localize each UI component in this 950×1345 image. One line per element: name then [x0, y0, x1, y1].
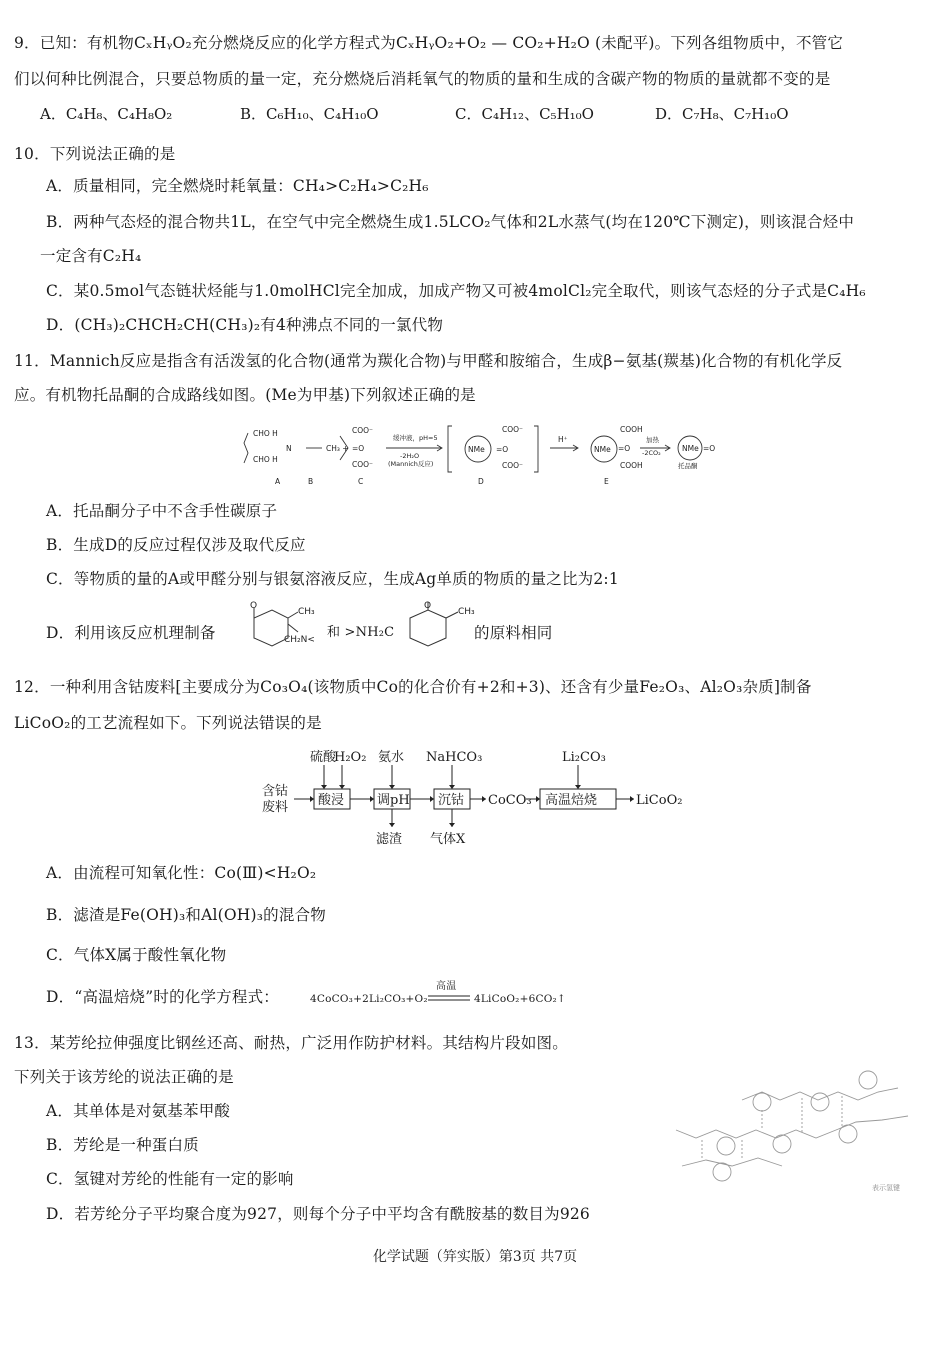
q11-stem-line1: 11．Mannich反应是指含有活泼氢的化合物(通常为羰化合物)与甲醛和胺缩合，生成β−氨基(羰基)化合物的有机化学反 — [14, 352, 843, 370]
q12-option-d-eq-right: 4LiCoO₂+6CO₂↑ — [474, 993, 566, 1005]
page-footer: 化学试题（笄实版）第3页 共7页 — [372, 1249, 578, 1265]
q12-flow-start-2: 废料 — [262, 800, 289, 815]
q11-cond3-bot: -2CO₂ — [642, 449, 661, 457]
q11-label-d: D — [478, 477, 484, 486]
q12-flow-intermediate: CoCO₃ — [488, 793, 532, 808]
q10-option-d: D．(CH₃)₂CHCH₂CH(CH₃)₂有4种沸点不同的一氯代物 — [46, 316, 444, 334]
svg-text:NMe: NMe — [594, 445, 611, 454]
q12-option-d-prefix: D．“高温焙烧”时的化学方程式： — [46, 988, 279, 1006]
q11-option-c: C．等物质的量的A或甲醛分别与银氨溶液反应，生成Ag单质的物质的量之比为2:1 — [46, 570, 619, 588]
q11-option-d-prefix: D．利用该反应机理制备 — [46, 624, 216, 642]
q11-cond1-top: 缓冲液，pH=5 — [393, 434, 438, 442]
svg-text:NMe: NMe — [468, 445, 485, 454]
q12-flow-step-2: 调pH — [377, 793, 410, 808]
q12-flow-reagent-1: 硫酸 — [310, 750, 337, 765]
q9-options — [40, 103, 930, 124]
q12-flow-step-4: 高温焙烧 — [545, 793, 598, 808]
q11-d-sub3: CH₃ — [458, 607, 475, 617]
q12-flow-reagent-4: NaHCO₃ — [426, 750, 483, 765]
q11-label-b: B — [308, 477, 314, 486]
q13-stem-line2: 下列关于该芳纶的说法正确的是 — [14, 1068, 234, 1086]
q12-flow-step-1: 酸浸 — [318, 793, 345, 808]
q12-option-c: C．气体X属于酸性氧化物 — [46, 946, 227, 964]
q11-product-name: 托品酮 — [678, 462, 698, 470]
q12-option-d-equals-sign — [428, 994, 470, 1002]
svg-text:=O: =O — [618, 444, 631, 453]
q13-option-a: A．其单体是对氨基苯甲酸 — [46, 1102, 231, 1120]
q13-aramid-structure — [662, 1040, 922, 1200]
q12-flow-output-1: 滤渣 — [376, 832, 403, 847]
q11-cond1-bot: (Mannich反应) — [388, 460, 434, 468]
svg-text:=O: =O — [496, 445, 509, 454]
svg-text:CH₃ +: CH₃ + — [326, 444, 349, 453]
q13-option-d: D．若芳纶分子平均聚合度为927，则每个分子中平均含有酰胺基的数目为926 — [46, 1205, 590, 1223]
q10-option-b-line1: B．两种气态烃的混合物共1L，在空气中完全燃烧生成1.5LCO₂气体和2L水蒸气(均在120℃下测定)，则该混合烃中 — [46, 213, 855, 231]
q11-option-a: A．托品酮分子中不含手性碳原子 — [46, 502, 278, 520]
svg-text:COO⁻: COO⁻ — [502, 461, 524, 470]
q11-reaction-scheme — [238, 418, 718, 490]
svg-text:N: N — [286, 444, 292, 453]
q12-flow-reagent-5: Li₂CO₃ — [562, 750, 606, 765]
q9-option-a: A．C₄H₈、C₄H₈O₂ — [40, 105, 173, 123]
q11-option-d-suffix: 的原料相同 — [474, 624, 553, 642]
q11-option-b: B．生成D的反应过程仅涉及取代反应 — [46, 536, 306, 554]
q11-d-sub1: CH₃ — [298, 607, 315, 617]
svg-text:=O: =O — [352, 444, 365, 453]
svg-text:CHO H: CHO H — [253, 429, 278, 438]
q11-label-a: A — [275, 477, 281, 486]
svg-text:NMe: NMe — [682, 444, 699, 453]
q12-option-d-eq-left: 4CoCO₃+2Li₂CO₃+O₂ — [310, 993, 428, 1005]
q13-option-c: C．氢键对芳纶的性能有一定的影响 — [46, 1170, 294, 1188]
q11-option-d-structure-2 — [400, 600, 480, 660]
q12-process-flow — [258, 745, 708, 851]
q13-fig-note: 表示氢键 — [872, 1184, 900, 1192]
q11-cond2: H⁺ — [558, 435, 568, 444]
q13-stem-line1: 13．某芳纶拉伸强度比钢丝还高、耐热，广泛用作防护材料。其结构片段如图。 — [14, 1034, 568, 1052]
q11-option-d-structure-1 — [232, 600, 332, 660]
q9-option-d: D．C₇H₈、C₇H₁₀O — [655, 105, 789, 123]
q10-option-a: A．质量相同，完全燃烧时耗氧量：CH₄>C₂H₄>C₂H₆ — [46, 177, 429, 195]
q12-flow-reagent-3: 氨水 — [378, 750, 405, 765]
q12-option-b: B．滤渣是Fe(OH)₃和Al(OH)₃的混合物 — [46, 906, 326, 924]
q11-label-c: C — [358, 477, 364, 486]
q10-stem: 10．下列说法正确的是 — [14, 145, 176, 163]
svg-text:=O: =O — [703, 444, 716, 453]
svg-text:O: O — [250, 601, 258, 611]
q11-cond3-top: 加热 — [646, 436, 659, 444]
svg-text:COOH: COOH — [620, 461, 643, 470]
q12-flow-reagent-2: H₂O₂ — [334, 750, 367, 765]
q12-flow-product: LiCoO₂ — [636, 793, 683, 808]
q9-stem-line2: 们以何种比例混合，只要总物质的量一定，充分燃烧后消耗氧气的物质的量和生成的含碳产物的物质的量就都不变的是 — [14, 70, 831, 88]
svg-text:COOH: COOH — [620, 425, 643, 434]
q12-flow-start-1: 含钴 — [262, 784, 289, 799]
q9-stem-line1: 9．已知：有机物CₓHᵧO₂充分燃烧反应的化学方程式为CₓHᵧO₂+O₂ — CO₂+H₂O (未配平)。下列各组物质中，不管它 — [14, 34, 844, 52]
svg-text:COO⁻: COO⁻ — [352, 460, 374, 469]
q11-option-d-mid: 和 >NH₂C — [327, 625, 395, 640]
q12-option-a: A．由流程可知氧化性：Co(Ⅲ)<H₂O₂ — [46, 864, 317, 882]
svg-text:CHO H: CHO H — [253, 455, 278, 464]
q13-option-b: B．芳纶是一种蛋白质 — [46, 1136, 199, 1154]
svg-text:O: O — [424, 601, 432, 611]
q9-option-c: C．C₄H₁₂、C₅H₁₀O — [455, 105, 594, 123]
q12-stem-line1: 12．一种利用含钴废料[主要成分为Co₃O₄(该物质中Co的化合价有+2和+3)、还含有少量Fe₂O₃、Al₂O₃杂质]制备 — [14, 678, 812, 696]
q11-d-sub2: CH₂N< — [284, 635, 315, 645]
q12-flow-output-2: 气体X — [430, 832, 466, 847]
q11-stem-line2: 应。有机物托品酮的合成路线如图。(Me为甲基)下列叙述正确的是 — [14, 386, 476, 404]
q11-cond1-mid: -2H₂O — [400, 452, 420, 460]
svg-text:COO⁻: COO⁻ — [502, 425, 524, 434]
q11-label-e: E — [604, 477, 609, 486]
q9-option-b: B．C₆H₁₀、C₄H₁₀O — [240, 105, 379, 123]
q12-option-d-condition: 高温 — [436, 981, 457, 992]
q10-option-b-line2: 一定含有C₂H₄ — [40, 247, 142, 265]
q12-flow-step-3: 沉钴 — [438, 793, 465, 808]
q12-stem-line2: LiCoO₂的工艺流程如下。下列说法错误的是 — [14, 714, 322, 732]
svg-text:COO⁻: COO⁻ — [352, 426, 374, 435]
q10-option-c: C．某0.5mol气态链状烃能与1.0molHCl完全加成，加成产物又可被4molCl₂完全取代，则该气态烃的分子式是C₄H₆ — [46, 282, 866, 300]
